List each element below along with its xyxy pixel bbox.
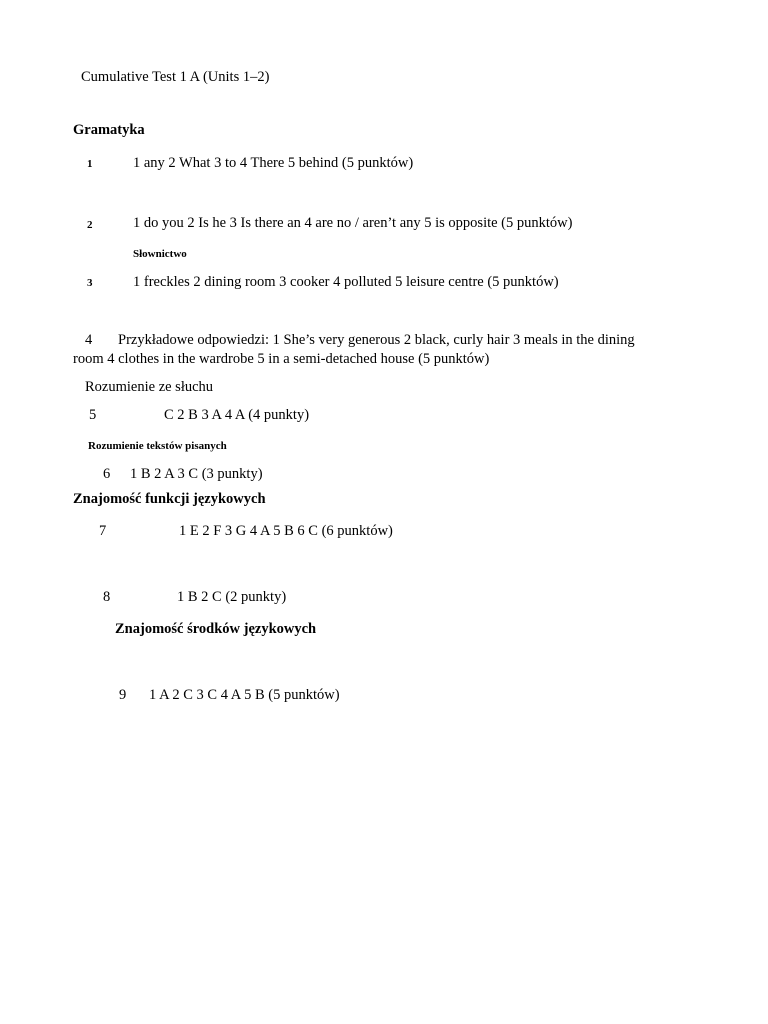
item-number-7: 7 bbox=[99, 523, 107, 539]
answer-line-7: 1 E 2 F 3 G 4 A 5 B 6 C (6 punktów) bbox=[179, 523, 393, 539]
answer-line-6: 1 B 2 A 3 C (3 punkty) bbox=[130, 466, 263, 482]
answer-line-8: 1 B 2 C (2 punkty) bbox=[177, 589, 287, 605]
item-number-3: 3 bbox=[87, 277, 93, 289]
section-heading-gramatyka: Gramatyka bbox=[73, 122, 145, 138]
answer-line-2: 1 do you 2 Is he 3 Is there an 4 are no / aren’t any 5 is opposite (5 punktów) bbox=[133, 215, 573, 231]
answer-line-3: 1 freckles 2 dining room 3 cooker 4 polluted 5 leisure centre (5 punktów) bbox=[133, 274, 559, 290]
item-number-6: 6 bbox=[103, 466, 111, 482]
item-number-9: 9 bbox=[119, 687, 127, 703]
section-heading-rozumienie-ze-sluchu: Rozumienie ze słuchu bbox=[85, 379, 214, 395]
item-number-1: 1 bbox=[87, 158, 93, 170]
answer-line-1: 1 any 2 What 3 to 4 There 5 behind (5 punktów) bbox=[133, 155, 414, 171]
item-number-8: 8 bbox=[103, 589, 111, 605]
answer-line-4-continued: room 4 clothes in the wardrobe 5 in a semi-detached house (5 punktów) bbox=[73, 351, 490, 367]
answer-line-5: C 2 B 3 A 4 A (4 punkty) bbox=[164, 407, 310, 423]
answer-line-9: 1 A 2 C 3 C 4 A 5 B (5 punktów) bbox=[149, 687, 340, 703]
section-heading-rozumienie-tekstow: Rozumienie tekstów pisanych bbox=[88, 440, 227, 452]
document-title: Cumulative Test 1 A (Units 1–2) bbox=[81, 69, 270, 85]
section-heading-slownictwo: Słownictwo bbox=[133, 248, 187, 260]
item-number-2: 2 bbox=[87, 219, 93, 231]
item-number-5: 5 bbox=[89, 407, 97, 423]
section-heading-znajomosc-srodkow: Znajomość środków językowych bbox=[115, 621, 317, 637]
section-heading-znajomosc-funkcji: Znajomość funkcji językowych bbox=[73, 491, 266, 507]
answer-line-4: Przykładowe odpowiedzi: 1 She’s very generous 2 black, curly hair 3 meals in the dining bbox=[118, 332, 635, 348]
item-number-4: 4 bbox=[85, 332, 93, 348]
